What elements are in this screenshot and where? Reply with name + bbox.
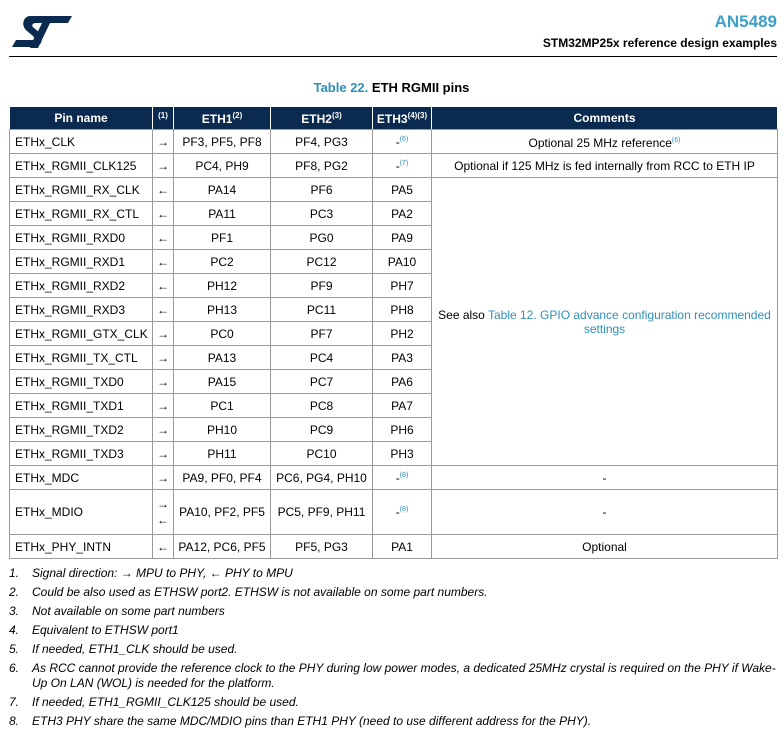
footnote: 2. Could be also used as ETHSW port2. ETHSW is not available on some part numbers.	[9, 585, 488, 599]
pin-name: ETHx_MDIO	[10, 490, 153, 535]
eth1-pins: PA14	[174, 178, 271, 202]
table-row	[10, 466, 778, 490]
table-caption-title: ETH RGMII pins	[371, 80, 470, 95]
table-row	[10, 535, 778, 559]
eth3-pins: -$^{(8)}$	[373, 466, 432, 490]
table-row	[10, 490, 778, 535]
eth1-pins: PF1	[174, 226, 271, 250]
direction: →	[153, 418, 174, 442]
eth2-pins: PF9	[271, 274, 373, 298]
pin-name: ETHx_RGMII_CLK125	[10, 154, 153, 178]
pin-name: ETHx_RGMII_RXD1	[10, 250, 153, 274]
eth1-pins: PA13	[174, 346, 271, 370]
footnote: 6. As RCC cannot provide the reference clock to the PHY during low power modes, a dedicated 25MHz crystal is required on the PHY if Wake-Up On LAN (WOL) is needed for the platform.	[9, 661, 776, 690]
eth3-pins: PH8	[373, 298, 432, 322]
eth1-pins: PC4, PH9	[174, 154, 271, 178]
comment: Optional	[432, 535, 778, 559]
direction: →	[153, 130, 174, 154]
eth1-pins: PA9, PF0, PF4	[174, 466, 271, 490]
table-caption-ref: Table 22.	[313, 80, 369, 95]
pin-name: ETHx_MDC	[10, 466, 153, 490]
merged-comment	[432, 178, 778, 466]
direction: ←	[153, 298, 174, 322]
eth3-pins: PH7	[373, 274, 432, 298]
eth1-pins: PH13	[174, 298, 271, 322]
direction: →	[153, 322, 174, 346]
eth3-pins: PA5	[373, 178, 432, 202]
pin-name: ETHx_RGMII_RXD0	[10, 226, 153, 250]
eth2-pins: PC9	[271, 418, 373, 442]
document-id: AN5489	[714, 12, 777, 31]
header-comments: Comments	[432, 107, 778, 130]
header-eth2: ETH2$^{(3)}$	[271, 107, 373, 130]
table-caption	[0, 80, 783, 95]
eth1-pins: PA11	[174, 202, 271, 226]
eth3-pins: -$^{(8)}$	[373, 490, 432, 535]
pin-name: ETHx_RGMII_TXD1	[10, 394, 153, 418]
direction: ←	[153, 202, 174, 226]
pin-name: ETHx_RGMII_GTX_CLK	[10, 322, 153, 346]
eth1-pins: PH10	[174, 418, 271, 442]
pin-name: ETHx_RGMII_TXD3	[10, 442, 153, 466]
table-header-row	[10, 107, 778, 130]
eth1-pins: PF3, PF5, PF8	[174, 130, 271, 154]
footnote: 7. If needed, ETH1_RGMII_CLK125 should be used.	[9, 695, 299, 709]
table-row	[10, 178, 778, 202]
pin-name: ETHx_RGMII_RXD3	[10, 298, 153, 322]
direction: →	[153, 442, 174, 466]
eth2-pins: PC4	[271, 346, 373, 370]
header-pin-name: Pin name	[10, 107, 153, 130]
footnote: 3. Not available on some part numbers	[9, 604, 225, 618]
footnote: 1. Signal direction: → MPU to PHY, ← PHY to MPU	[9, 566, 293, 580]
pin-name: ETHx_RGMII_RX_CTL	[10, 202, 153, 226]
direction: →	[153, 154, 174, 178]
eth2-pins: PC7	[271, 370, 373, 394]
eth1-pins: PH11	[174, 442, 271, 466]
header-eth1: ETH1$^{(2)}$	[174, 107, 271, 130]
eth1-pins: PA10, PF2, PF5	[174, 490, 271, 535]
footnote: 5. If needed, ETH1_CLK should be used.	[9, 642, 238, 656]
eth2-pins: PF6	[271, 178, 373, 202]
eth1-pins: PH12	[174, 274, 271, 298]
merged-comment-prefix: See also	[438, 307, 488, 322]
direction: ←	[153, 535, 174, 559]
table-row	[10, 130, 778, 154]
direction: ←	[153, 178, 174, 202]
footnote: 4. Equivalent to ETHSW port1	[9, 623, 179, 637]
header-eth3: $ETH3^{(4)(3)}$	[373, 107, 432, 130]
comment: Optional if 125 MHz is fed internally from RCC to ETH IP	[432, 154, 778, 178]
gpio-config-table-link[interactable]: Table 12. GPIO advance configuration recommended settings	[487, 307, 771, 336]
eth1-pins: PA15	[174, 370, 271, 394]
direction: →	[153, 466, 174, 490]
eth2-pins: PF4, PG3	[271, 130, 373, 154]
direction: →	[153, 370, 174, 394]
eth3-pins: PA1	[373, 535, 432, 559]
eth3-pins: PA10	[373, 250, 432, 274]
eth2-pins: PC5, PF9, PH11	[271, 490, 373, 535]
eth1-pins: PA12, PC6, PF5	[174, 535, 271, 559]
comment: -	[432, 490, 778, 535]
eth2-pins: PC11	[271, 298, 373, 322]
eth-rgmii-pins-table	[9, 106, 778, 559]
pin-name: ETHx_RGMII_TXD0	[10, 370, 153, 394]
eth3-pins: -$^{(7)}$	[373, 154, 432, 178]
pin-name: ETHx_RGMII_RX_CLK	[10, 178, 153, 202]
direction: →	[153, 394, 174, 418]
footnote: 8. ETH3 PHY share the same MDC/MDIO pins than ETH1 PHY (need to use different address for the PHY).	[9, 714, 592, 728]
eth2-pins: PF8, PG2	[271, 154, 373, 178]
eth2-pins: PF7	[271, 322, 373, 346]
eth3-pins: PH2	[373, 322, 432, 346]
eth3-pins: PH6	[373, 418, 432, 442]
eth1-pins: PC2	[174, 250, 271, 274]
eth2-pins: PF5, PG3	[271, 535, 373, 559]
eth1-pins: PC0	[174, 322, 271, 346]
pin-name: ETHx_RGMII_TXD2	[10, 418, 153, 442]
direction: ←	[153, 274, 174, 298]
header-divider	[9, 56, 777, 57]
eth3-pins: -$^{(6)}$	[373, 130, 432, 154]
eth2-pins: PG0	[271, 226, 373, 250]
comment: -	[432, 466, 778, 490]
direction: ←	[153, 226, 174, 250]
comment: Optional 25 MHz reference$^{(6)}$	[432, 130, 778, 154]
table-row	[10, 154, 778, 178]
st-logo	[10, 14, 74, 50]
footnotes	[9, 566, 779, 733]
eth2-pins: PC10	[271, 442, 373, 466]
header-direction: (1)	[153, 107, 174, 130]
direction: ←	[153, 250, 174, 274]
eth1-pins: PC1	[174, 394, 271, 418]
document-subtitle: STM32MP25x reference design examples	[542, 36, 777, 50]
pin-name: ETHx_PHY_INTN	[10, 535, 153, 559]
direction: →	[153, 346, 174, 370]
eth2-pins: PC8	[271, 394, 373, 418]
eth3-pins: PA3	[373, 346, 432, 370]
pin-name: ETHx_RGMII_RXD2	[10, 274, 153, 298]
eth3-pins: PA2	[373, 202, 432, 226]
pin-name: ETHx_RGMII_TX_CTL	[10, 346, 153, 370]
eth3-pins: PA9	[373, 226, 432, 250]
eth2-pins: PC6, PG4, PH10	[271, 466, 373, 490]
direction: → ←	[153, 490, 174, 535]
eth3-pins: PH3	[373, 442, 432, 466]
eth2-pins: PC3	[271, 202, 373, 226]
eth2-pins: PC12	[271, 250, 373, 274]
pin-name: ETHx_CLK	[10, 130, 153, 154]
eth3-pins: PA7	[373, 394, 432, 418]
eth3-pins: PA6	[373, 370, 432, 394]
